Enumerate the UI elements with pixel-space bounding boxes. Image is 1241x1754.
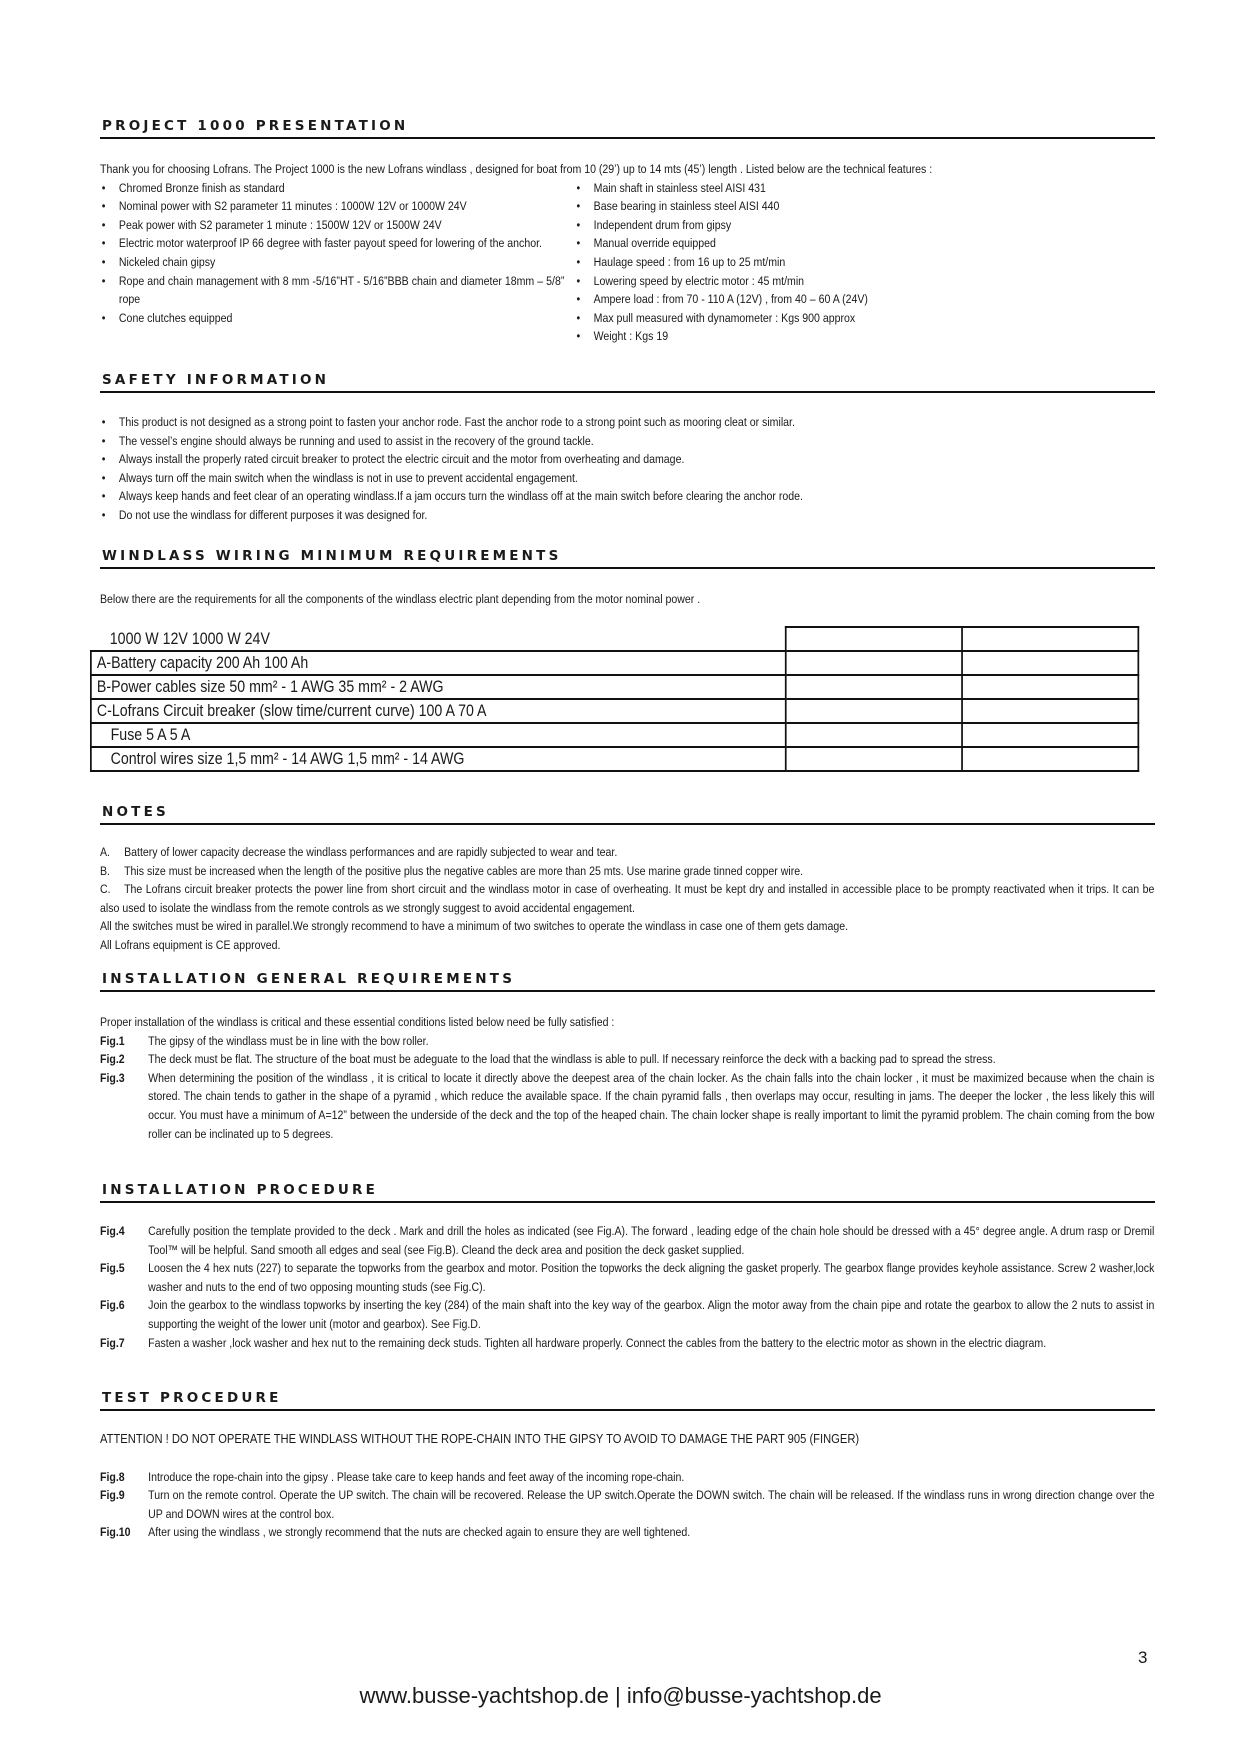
- fig-label: Fig.4: [100, 1224, 125, 1238]
- fig-label: Fig.7: [100, 1335, 125, 1350]
- table-cell: [786, 675, 962, 699]
- section-title-notes: NOTES: [100, 804, 1155, 825]
- safety-item: • Always turn off the main switch when the windlass is not in use to prevent accidental engagement.: [100, 469, 1154, 488]
- table-cell: Fuse 5 A 5 A: [91, 723, 786, 747]
- fig-item: [100, 1468, 1154, 1487]
- feature-list-left: [100, 179, 564, 346]
- fig-item: [100, 1259, 1154, 1296]
- fig-text: Introduce the rope-chain into the gipsy . Please take care to keep hands and feet away of the incoming rope-chain.: [148, 1469, 685, 1484]
- note-label: A.: [100, 845, 110, 859]
- fig-item: [100, 1069, 1154, 1143]
- feature-item: • Nominal power with S2 parameter 11 minutes : 1000W 12V or 1000W 24V: [100, 197, 564, 216]
- feature-list-right: [575, 179, 1091, 346]
- fig-text: Carefully position the template provided to the deck . Mark and drill the holes as indicated (see Fig.A). The forward , leading edge of the chain hole should be dressed with a 45° degree angle. A drum rasp or Dremil Tool™ will be helpful. Sand smooth all edges and seal (see Fig.B). Cleand the deck area and position the deck gasket supplied.: [148, 1224, 1155, 1257]
- table-cell: [786, 627, 962, 651]
- section-title-install-procedure: INSTALLATION PROCEDURE: [100, 1182, 1155, 1203]
- feature-item: • Weight : Kgs 19: [575, 327, 1091, 346]
- table-cell: [786, 699, 962, 723]
- fig-label: Fig.3: [100, 1070, 125, 1085]
- section-title-install-general: INSTALLATION GENERAL REQUIREMENTS: [100, 971, 1155, 992]
- presentation-intro: Thank you for choosing Lofrans. The Project 1000 is the new Lofrans windlass , designed for boat from 10 (29’) up to 14 mts (45’) length . Listed below are the technical features :: [100, 162, 933, 176]
- safety-item: • Always install the properly rated circuit breaker to protect the electric circuit and the motor from overheating and damage.: [100, 450, 1154, 469]
- fig-text: Turn on the remote control. Operate the UP switch. The chain will be recovered. Release the UP switch.Operate the DOWN switch. The chain will be released. If the windlass runs in wrong direction change over the UP and DOWN wires at the control box.: [148, 1488, 1155, 1521]
- table-row: [91, 723, 1138, 747]
- fig-text: The deck must be flat. The structure of the boat must be adeguate to the load that the windlass is able to pull. If necessary reinforce the deck with a backing pad to spread the stress.: [148, 1052, 996, 1067]
- table-cell: [962, 627, 1138, 651]
- table-cell: [962, 747, 1138, 771]
- feature-item: • Chromed Bronze finish as standard: [100, 179, 564, 198]
- table-row: [91, 747, 1138, 771]
- table-cell: B-Power cables size 50 mm² - 1 AWG 35 mm² - 2 AWG: [91, 675, 786, 699]
- table-header-cell: 1000 W 12V 1000 W 24V: [91, 627, 786, 651]
- test-attention: ATTENTION ! DO NOT OPERATE THE WINDLASS WITHOUT THE ROPE-CHAIN INTO THE GIPSY TO AVOID TO DAMAGE THE PART 905 (FINGER): [100, 1431, 860, 1446]
- table-cell: [962, 675, 1138, 699]
- safety-item: • Always keep hands and feet clear of an operating windlass.If a jam occurs turn the windlass off at the main switch before clearing the anchor rode.: [100, 487, 1154, 506]
- feature-item: • Independent drum from gipsy: [575, 216, 1091, 235]
- note-extra: All Lofrans equipment is CE approved.: [100, 937, 281, 952]
- fig-item: [100, 1032, 1154, 1051]
- note-text: The Lofrans circuit breaker protects the power line from short circuit and the windlass motor in case of overheating. It must be kept dry and installed in accessible place to be prompty reactivated when it trips. It can be also used to isolate the windlass from the remote controls as we strongly suggest to avoid accidental engagement.: [100, 882, 1155, 915]
- table-cell: [786, 723, 962, 747]
- install-general-intro: Proper installation of the windlass is critical and these essential conditions listed below need be fully satisfied :: [100, 1015, 615, 1029]
- feature-item: • Rope and chain management with 8 mm -5/16”HT - 5/16”BBB chain and diameter 18mm – 5/8” rope: [100, 272, 564, 309]
- table-cell: [962, 651, 1138, 675]
- fig-label: Fig.2: [100, 1052, 125, 1067]
- fig-item: [100, 1334, 1154, 1353]
- fig-text: When determining the position of the windlass , it is critical to locate it directly above the deepest area of the chain locker. As the chain falls into the chain locker , it must be maximized because when the chain is stored. The chain tends to gather in the shape of a pyramid , which reduce the available space. If the chain pyramid falls , then overlaps may occur, resulting in jams. The deeper the locker , the less likely this will occur. You must have a minimum of A=12” between the underside of the deck and the top of the heaped chain. The chain locker shape is really important to limit the pyramid problem. The chain coming from the bow roller can be inclinated up to 5 degrees.: [148, 1070, 1155, 1141]
- fig-item: [100, 1523, 1154, 1542]
- note-text: Battery of lower capacity decrease the windlass performances and are rapidly subjected to wear and tear.: [124, 845, 618, 859]
- table-row: [91, 699, 1138, 723]
- fig-label: Fig.6: [100, 1298, 125, 1313]
- fig-text: Fasten a washer ,lock washer and hex nut to the remaining deck studs. Tighten all hardware properly. Connect the cables from the battery to the electric motor as shown in the electric diagram.: [148, 1335, 1047, 1350]
- section-title-presentation: PROJECT 1000 PRESENTATION: [100, 118, 1155, 139]
- note-text: This size must be increased when the length of the positive plus the negative cables are more than 25 mts. Use marine grade tinned copper wire.: [124, 863, 804, 878]
- note-label: C.: [100, 882, 111, 897]
- fig-text: After using the windlass , we strongly recommend that the nuts are checked again to ensure they are well tightened.: [148, 1525, 691, 1540]
- fig-label: Fig.8: [100, 1469, 125, 1484]
- footer-contact: www.busse-yachtshop.de | info@busse-yachtshop.de: [359, 1683, 882, 1708]
- section-title-test: TEST PROCEDURE: [100, 1390, 1155, 1411]
- note-extra: All the switches must be wired in parallel.We strongly recommend to have a minimum of two switches to operate the windlass in case one of them gets damage.: [100, 919, 849, 934]
- feature-item: • Electric motor waterproof IP 66 degree with faster payout speed for lowering of the anchor.: [100, 234, 564, 253]
- feature-item: • Base bearing in stainless steel AISI 440: [575, 197, 1091, 216]
- fig-label: Fig.10: [100, 1525, 131, 1540]
- fig-item: [100, 1050, 1154, 1069]
- table-cell: Control wires size 1,5 mm² - 14 AWG 1,5 mm² - 14 AWG: [91, 747, 786, 771]
- fig-item: [100, 1222, 1154, 1259]
- feature-item: • Cone clutches equipped: [100, 309, 564, 328]
- page-number: 3: [1138, 1648, 1148, 1667]
- fig-item: [100, 1486, 1154, 1523]
- feature-item: • Peak power with S2 parameter 1 minute : 1500W 12V or 1500W 24V: [100, 216, 564, 235]
- fig-text: Loosen the 4 hex nuts (227) to separate the topworks from the gearbox and motor. Position the topworks the deck aligning the gasket properly. The gearbox flange provides keyhole assistance. Screw 2 washer,lock washer and nuts to the end of two opposing mounting studs (see Fig.C).: [148, 1261, 1155, 1294]
- feature-item: • Nickeled chain gipsy: [100, 253, 564, 272]
- fig-text: Join the gearbox to the windlass topworks by inserting the key (284) of the main shaft into the key way of the gearbox. Align the motor away from the chain pipe and rotate the gearbox to allow the 2 nuts to assist in supporting the weight of the lower unit (motor and gearbox). See Fig.D.: [148, 1298, 1155, 1331]
- note-label: B.: [100, 863, 110, 878]
- table-cell: A-Battery capacity 200 Ah 100 Ah: [91, 651, 786, 675]
- fig-label: Fig.9: [100, 1488, 125, 1503]
- table-cell: [962, 723, 1138, 747]
- section-title-safety: SAFETY INFORMATION: [100, 372, 1155, 393]
- feature-item: • Main shaft in stainless steel AISI 431: [575, 179, 1091, 198]
- wiring-requirements-table: [90, 626, 1139, 772]
- fig-text: The gipsy of the windlass must be in line with the bow roller.: [148, 1033, 429, 1048]
- table-row: [91, 627, 1138, 651]
- fig-label: Fig.1: [100, 1033, 125, 1048]
- wiring-intro: Below there are the requirements for all the components of the windlass electric plant depending from the motor nominal power .: [100, 592, 701, 606]
- feature-item: • Max pull measured with dynamometer : Kgs 900 approx: [575, 309, 1091, 328]
- safety-item: • This product is not designed as a strong point to fasten your anchor rode. Fast the anchor rode to a strong point such as mooring cleat or similar.: [100, 413, 1154, 432]
- safety-item: • The vessel’s engine should always be running and used to assist in the recovery of the ground tackle.: [100, 432, 1154, 451]
- feature-item: • Haulage speed : from 16 up to 25 mt/min: [575, 253, 1091, 272]
- table-cell: [786, 747, 962, 771]
- table-row: [91, 675, 1138, 699]
- feature-item: • Manual override equipped: [575, 234, 1091, 253]
- fig-label: Fig.5: [100, 1261, 125, 1276]
- table-cell: C-Lofrans Circuit breaker (slow time/current curve) 100 A 70 A: [91, 699, 786, 723]
- table-row: [91, 651, 1138, 675]
- fig-item: [100, 1296, 1154, 1333]
- feature-item: • Ampere load : from 70 - 110 A (12V) , from 40 – 60 A (24V): [575, 290, 1091, 309]
- safety-list: [100, 413, 1154, 525]
- table-cell: [786, 651, 962, 675]
- section-title-wiring: WINDLASS WIRING MINIMUM REQUIREMENTS: [100, 548, 1155, 569]
- safety-item: • Do not use the windlass for different purposes it was designed for.: [100, 506, 1154, 525]
- feature-item: • Lowering speed by electric motor : 45 mt/min: [575, 272, 1091, 291]
- table-cell: [962, 699, 1138, 723]
